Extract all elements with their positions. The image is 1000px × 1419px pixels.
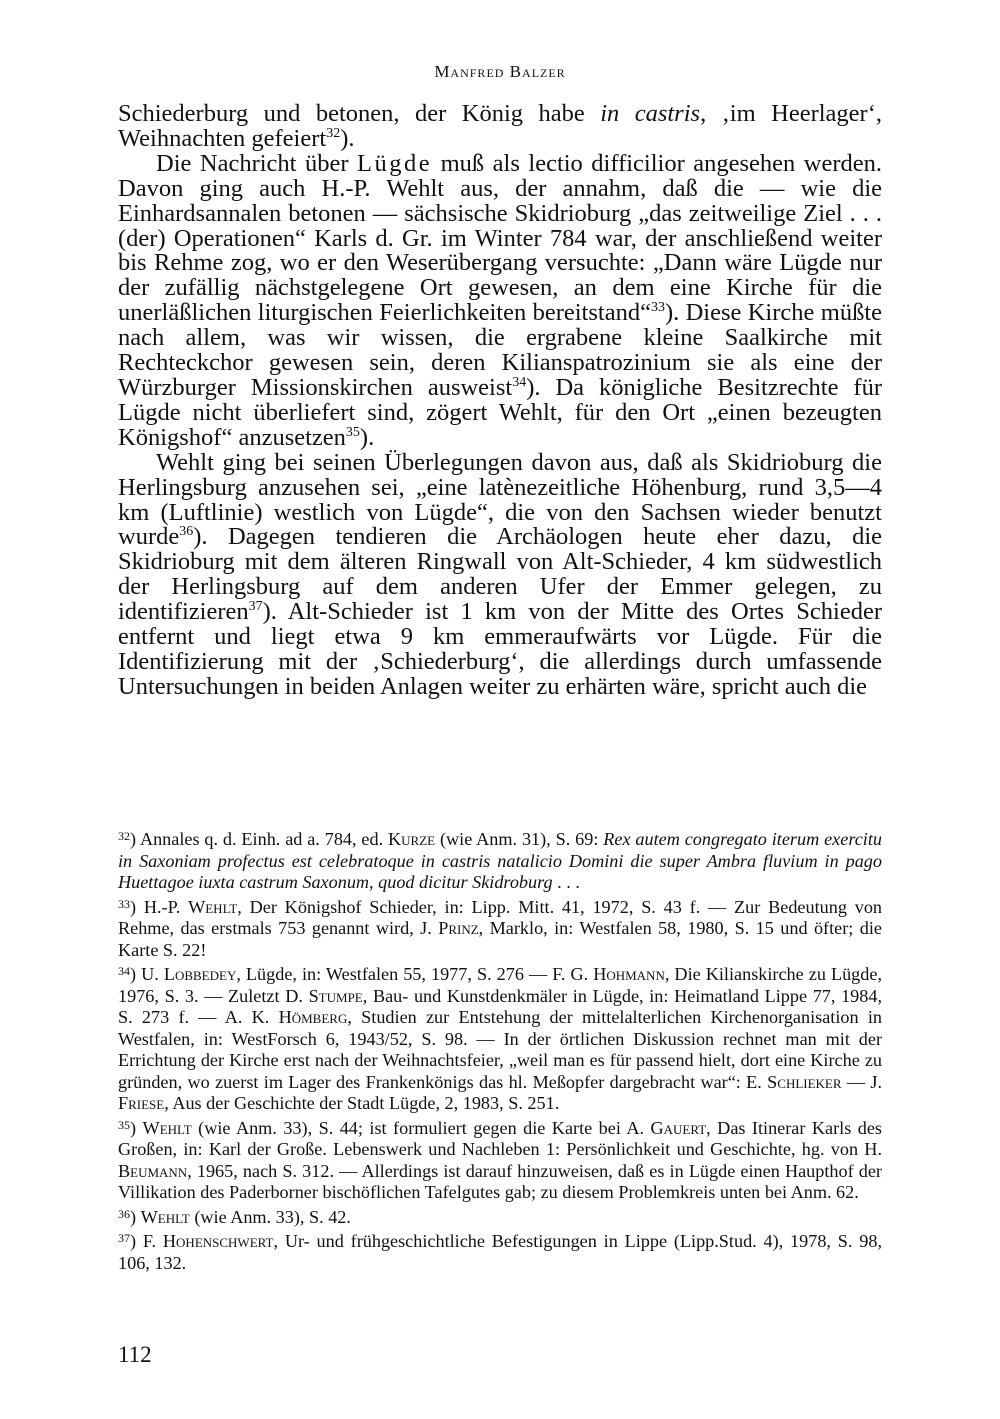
footnote-ref-37[interactable]: 37 [248,599,263,615]
footnote-ref-34[interactable]: 34 [512,374,527,390]
paragraph-3: Wehlt ging bei seinen Überlegungen davon aus, daß als Skidrioburg die Herlingsburg anzusehen sei, „eine latènezeitliche Höhenburg, rund 3,5—4 km (Luftlinie) westlich von Lügde“, die von den Sachsen wieder benutzt wurde$^{36}$). Dagegen tendieren die Archäologen heute eher dazu, die Skidrioburg mit dem älteren Ringwall von Alt-Schieder, 4 km südwestlich der Herlingsburg auf dem anderen Ufer der Emmer gelegen, zu identifizieren$^{37}$). Alt-Schieder ist 1 km von der Mitte des Ortes Schieder entfernt und liegt etwa 9 km emmeraufwärts vor Lügde. Für die Identifizierung mit der ‚Schiederburg‘, die allerdings durch umfassende Untersuchungen in beiden Anlagen weiter zu erhärten wäre, spricht auch die [118,448,882,700]
main-text [118,102,882,700]
footnote-33: $^{33}$) H.-P. Wehlt, Der Königshof Schieder, in: Lipp. Mitt. 41, 1972, S. 43 f. — Zur Bedeutung von Rehme, das erstmals 753 genannt wird, J. Prinz, Marklo, in: Westfalen 58, 1980, S. 15 und öfter; die Karte S. 22! [118,896,883,960]
footnote-ref-32[interactable]: 32 [326,125,341,141]
footnotes [118,826,882,1274]
italic-phrase: in castris [600,100,701,127]
footnote-ref-33[interactable]: 33 [650,300,665,316]
spaced-emphasis: Lügde [357,149,433,177]
footnote-34: $^{34}$) U. Lobbedey, Lügde, in: Westfalen 55, 1977, S. 276 — F. G. Hohmann, Die Kilianskirche zu Lügde, 1976, S. 3. — Zuletzt D. Stumpe, Bau- und Kunstdenkmäler in Lügde, in: Heimatland Lippe 77, 1984, S. 273 f. — A. K. Hömberg, Studien zur Entstehung der mittelalterlichen Kirchenorganisation in Westfalen, in: WestForsch 6, 1943/52, S. 98. — In der örtlichen Diskussion rechnet man mit der Errichtung der Kirche erst nach der Weihnachtsfeier, „weil man es für passend hielt, dort eine Kirche zu gründen, wo zuerst im Lager des Frankenkönigs das hl. Meßopfer dargebracht war“: E. Schlieker — J. Friese, Aus der Geschichte der Stadt Lügde, 2, 1983, S. 251. [118,964,883,1113]
footnote-36: $^{36}$) Wehlt (wie Anm. 33), S. 42. [118,1206,351,1227]
footnote-number: 37 [118,1231,130,1245]
footnote-ref-36[interactable]: 36 [179,524,194,540]
footnote-number: 36 [118,1206,130,1221]
footnote-number: 35 [118,1117,130,1132]
page-number: 112 [118,1342,152,1367]
footnote-ref-35[interactable]: 35 [345,424,360,440]
footnote-35: $^{35}$) Wehlt (wie Anm. 33), S. 44; ist formuliert gegen die Karte bei A. Gauert, Das Itinerar Karls des Großen, in: Karl der Große. Lebenswerk und Nachleben 1: Persönlichkeit und Geschichte, hg. von H. Beumann, 1965, nach S. 312. — Allerdings ist darauf hinzuweisen, daß es in Lügde einen Haupthof der Villikation des Paderborner bischöflichen Tafelgutes gab; zu diesem Problemkreis unten bei Anm. 62. [118,1117,882,1202]
paragraph-2: Die Nachricht über Lügde muß als lectio difficilior angesehen werden. Davon ging auch H.-P. Wehlt aus, der annahm, daß die — wie die Einhardsannalen betonen — sächsische Skidrioburg „das zeitweilige Ziel . . . (der) Operationen“ Karls d. Gr. im Winter 784 war, der anschließend weiter bis Rehme zog, wo er den Weserübergang versuchte: „Dann wäre Lügde nur der zufällig nächstgelegene Ort gewesen, an dem eine Kirche für die unerläßlichen liturgischen Feierlichkeiten bereitstand“$^{33}$). Diese Kirche müßte nach allem, was wir wissen, die ergrabene kleine Saalkirche mit Rechteckchor gewesen sein, deren Kilianspatrozinium sie als eine der Würzburger Missionskirchen ausweist$^{34}$). Da königliche Besitzrechte für Lügde nicht überliefert sind, zögert Wehlt, für den Ort „einen bezeugten Königshof“ anzusetzen$^{35}$). [118,149,883,451]
footnote-37: $^{37}$) F. Hohenschwert, Ur- und frühgeschichtliche Befestigungen in Lippe (Lipp.Stud. 4), 1978, S. 98, 106, 132. [118,1231,882,1273]
footnote-32: $^{32}$) Annales q. d. Einh. ad a. 784, ed. Kurze (wie Anm. 31), S. 69: Rex autem congregato iterum exercitu in Saxoniam profectus est celebratoque in castris natalicio Domini die super Ambra fluvium in pago Huettagoe iuxta castrum Saxonum, quod dicitur Skidroburg . . . [118,829,882,892]
footnote-number: 34 [118,964,130,978]
footnote-number: 33 [118,896,130,911]
paragraph-1: Schiederburg und betonen, der König habe in castris, ‚im Heerlager‘, Weihnachten gefeiert$^{32}$). [118,100,882,152]
running-head: Manfred Balzer [434,62,566,81]
footnote-number: 32 [118,829,130,843]
